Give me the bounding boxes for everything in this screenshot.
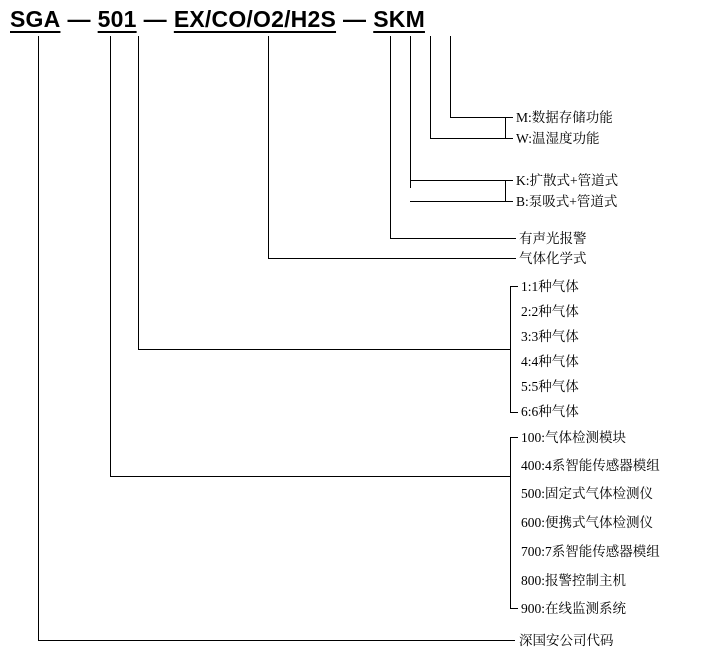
label-gas-count-1: 1:1种气体 bbox=[521, 279, 579, 294]
connector-alarm bbox=[390, 238, 516, 239]
leader-line-sampling bbox=[410, 36, 411, 188]
leader-line-gas-formula bbox=[268, 36, 269, 259]
label-gas-count-3: 3:3种气体 bbox=[521, 329, 579, 344]
tick-m bbox=[505, 117, 513, 118]
label-sampling-b: B:泵吸式+管道式 bbox=[516, 194, 618, 209]
tick-gas-count-6 bbox=[510, 412, 518, 413]
leader-line-m bbox=[450, 36, 451, 118]
tick-b bbox=[505, 201, 513, 202]
connector-gas-count bbox=[138, 349, 510, 350]
connector-m bbox=[450, 117, 505, 118]
connector-w bbox=[430, 138, 505, 139]
bracket-suffix-functions bbox=[505, 117, 506, 139]
tick-k bbox=[505, 180, 513, 181]
connector-company bbox=[38, 640, 515, 641]
leader-line-alarm bbox=[390, 36, 391, 239]
code-segment-skm: SKM bbox=[373, 6, 425, 32]
label-gas-formula: 气体化学式 bbox=[519, 251, 587, 266]
leader-line-501 bbox=[110, 36, 111, 477]
bracket-series bbox=[510, 437, 511, 608]
label-series-500: 500:固定式气体检测仪 bbox=[521, 486, 654, 501]
code-segment-gas: EX/CO/O2/H2S bbox=[173, 6, 337, 32]
leader-line-sga bbox=[38, 36, 39, 641]
leader-line-gas-count bbox=[138, 36, 139, 350]
connector-b bbox=[410, 201, 505, 202]
label-sampling-k: K:扩散式+管道式 bbox=[516, 173, 619, 188]
label-series-600: 600:便携式气体检测仪 bbox=[521, 515, 654, 530]
code-separator-3: — bbox=[343, 6, 367, 32]
leader-line-w bbox=[430, 36, 431, 139]
label-gas-count-6: 6:6种气体 bbox=[521, 404, 579, 419]
label-suffix-w: W:温湿度功能 bbox=[516, 131, 600, 146]
label-gas-count-4: 4:4种气体 bbox=[521, 354, 579, 369]
label-gas-count-5: 5:5种气体 bbox=[521, 379, 579, 394]
label-series-100: 100:气体检测模块 bbox=[521, 430, 627, 445]
code-segment-501: 501 bbox=[97, 6, 137, 32]
connector-series bbox=[110, 476, 510, 477]
tick-w bbox=[505, 138, 513, 139]
code-segment-sga: SGA bbox=[10, 6, 61, 32]
label-alarm: 有声光报警 bbox=[519, 231, 587, 246]
label-series-700: 700:7系智能传感器模组 bbox=[521, 544, 660, 559]
code-separator-1: — bbox=[67, 6, 91, 32]
label-series-400: 400:4系智能传感器模组 bbox=[521, 458, 660, 473]
label-suffix-m: M:数据存储功能 bbox=[516, 110, 613, 125]
bracket-gas-count bbox=[510, 286, 511, 412]
label-company-code: 深国安公司代码 bbox=[519, 633, 614, 648]
label-series-800: 800:报警控制主机 bbox=[521, 573, 627, 588]
connector-k bbox=[410, 180, 505, 181]
connector-gas-formula bbox=[268, 258, 516, 259]
model-code-header bbox=[10, 6, 425, 33]
tick-series-900 bbox=[510, 608, 518, 609]
bracket-sampling-modes bbox=[505, 180, 506, 202]
label-gas-count-2: 2:2种气体 bbox=[521, 304, 579, 319]
tick-series-100 bbox=[510, 437, 518, 438]
label-series-900: 900:在线监测系统 bbox=[521, 601, 627, 616]
code-separator-2: — bbox=[143, 6, 167, 32]
tick-gas-count-1 bbox=[510, 286, 518, 287]
